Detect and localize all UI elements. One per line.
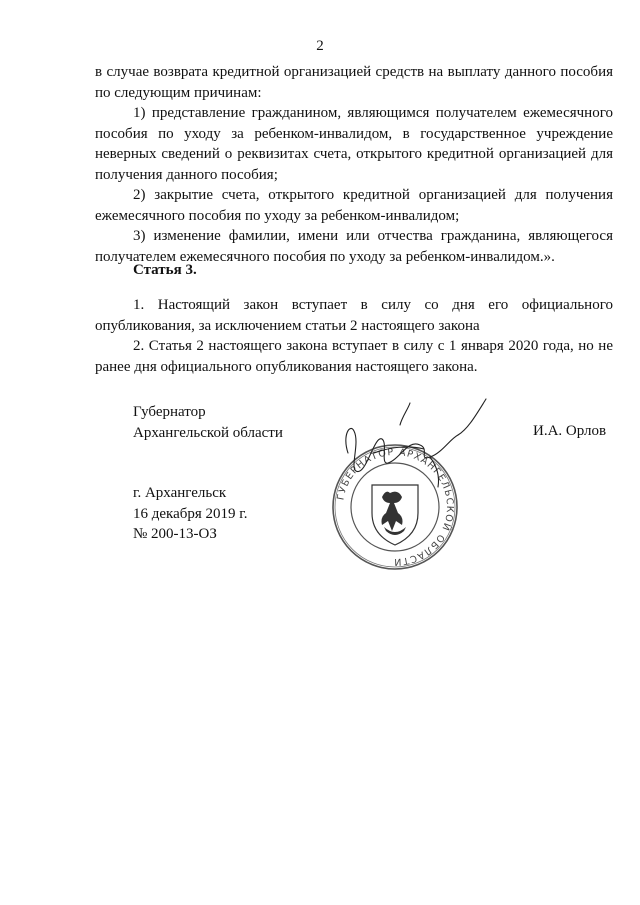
article-body	[95, 295, 613, 377]
list-item-3: 3) изменение фамилии, имени или отчества гражданина, являющегося получателем ежемесячного пособия по уходу за ребенком-инвалидом.».	[95, 228, 613, 265]
official-seal-icon	[290, 395, 490, 585]
article-paragraph-1: 1. Настоящий закон вступает в силу со дня его официального опубликования, за исключением статьи 2 настоящего закона	[95, 297, 613, 334]
city: г. Архангельск	[133, 485, 227, 501]
signatory-title	[133, 402, 283, 443]
intro-paragraph: в случае возврата кредитной организацией средств на выплату данного пособия по следующим причинам:	[95, 64, 613, 101]
signatory-title-line-1: Губернатор	[133, 404, 206, 420]
svg-text:ГУБЕРНАТОР АРХАНГЕЛЬСКОЙ ОБЛАС: ГУБЕРНАТОР АРХАНГЕЛЬСКОЙ ОБЛАСТИ	[335, 446, 456, 568]
page-number: 2	[316, 38, 324, 54]
law-number: № 200-13-ОЗ	[133, 526, 217, 542]
date: 16 декабря 2019 г.	[133, 505, 248, 522]
intro-block	[95, 62, 613, 267]
list-item-2: 2) закрытие счета, открытого кредитной организацией для получения ежемесячного пособия по уходу за ребенком-инвалидом;	[95, 187, 613, 224]
signatory-name: И.А. Орлов	[533, 423, 607, 439]
list-item-1: 1) представление гражданином, являющимся получателем ежемесячного пособия по уходу за ребенком-инвалидом, в государственное учреждение неверных сведений о реквизитах счета, открытого кредитной организацией для получения данного пособия;	[95, 105, 613, 183]
place-date-block	[133, 483, 248, 545]
article-paragraph-2: 2. Статья 2 настоящего закона вступает в силу с 1 января 2020 года, но не ранее дня официального опубликования настоящего закона.	[95, 338, 613, 375]
signatory-title-line-2: Архангельской области	[133, 424, 283, 441]
seal-and-signature	[290, 395, 490, 585]
article-heading: Статья 3.	[133, 262, 197, 278]
